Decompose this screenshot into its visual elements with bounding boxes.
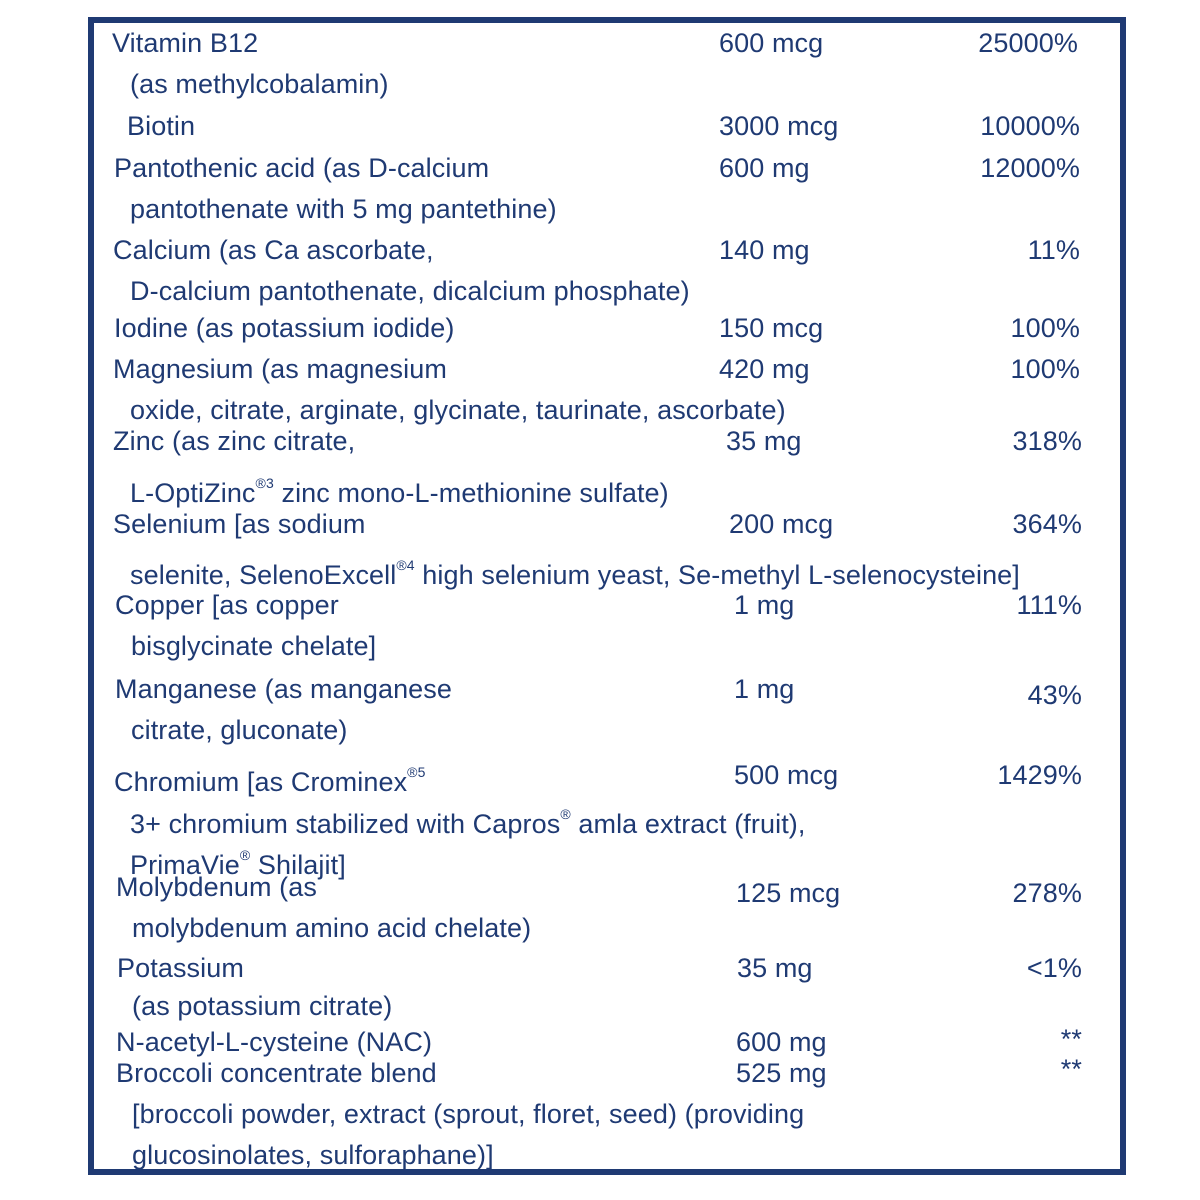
nutrient-name: Iodine (as potassium iodide) [114,313,455,343]
nutrient-name-detail: glucosinolates, sulforaphane)] [132,1140,494,1170]
nutrient-name: N-acetyl-L-cysteine (NAC) [116,1027,433,1057]
nutrient-amount: 35 mg [726,426,802,456]
registered-trademark-mark: ®5 [407,764,426,780]
nutrient-daily-value: 111% [1016,590,1082,620]
nutrient-daily-value: ** [1060,1024,1082,1054]
nutrient-name: Broccoli concentrate blend [116,1058,437,1088]
nutrient-amount: 600 mg [719,153,810,183]
nutrient-name: Pantothenic acid (as D-calcium [114,153,490,183]
nutrient-daily-value: ** [1060,1054,1082,1084]
nutrient-name-detail: citrate, gluconate) [131,715,348,745]
nutrient-name: Copper [as copper [115,590,339,620]
nutrient-daily-value: 100% [1010,313,1080,343]
nutrient-name: Selenium [as sodium [113,509,366,539]
registered-trademark-mark: ® [239,847,251,863]
nutrient-amount: 125 mcg [736,878,841,908]
nutrient-amount: 600 mcg [719,28,824,58]
nutrient-name-detail: 3+ chromium stabilized with Capros® amla extract (fruit), [130,806,806,839]
nutrient-amount: 150 mcg [719,313,824,343]
nutrient-daily-value: <1% [1026,953,1082,983]
nutrient-daily-value: 100% [1010,354,1080,384]
nutrient-name-detail: D-calcium pantothenate, dicalcium phosphate) [130,276,690,306]
nutrient-daily-value: 11% [1027,235,1080,265]
nutrient-name: Potassium [117,953,244,983]
nutrient-name-detail: pantothenate with 5 mg pantethine) [130,194,557,224]
nutrient-amount: 1 mg [734,674,795,704]
nutrient-name-detail: (as potassium citrate) [132,991,393,1021]
nutrient-name: Magnesium (as magnesium [113,354,447,384]
nutrient-daily-value: 25000% [978,28,1078,58]
nutrient-name-detail: selenite, SelenoExcell$^{®4}$ high selenium yeast, Se-methyl L-selenocysteine] [130,557,1020,590]
registered-trademark-mark: ®3 [255,475,274,491]
nutrient-name: Chromium [as Crominex$^{®5}$ [114,764,426,797]
nutrient-daily-value: 10000% [980,111,1080,141]
nutrient-amount: 200 mcg [729,509,834,539]
nutrient-name-detail: L-OptiZinc$^{®3}$ zinc mono-L-methionine sulfate) [130,475,669,508]
nutrient-daily-value: 1429% [997,760,1082,790]
nutrient-name-detail: PrimaVie® Shilajit] [130,847,346,880]
nutrient-daily-value: 318% [1012,426,1082,456]
nutrient-amount: 500 mcg [734,760,839,790]
nutrient-name: Biotin [127,111,196,141]
nutrient-name-detail: [broccoli powder, extract (sprout, floret, seed) (providing [132,1099,805,1129]
nutrient-amount: 525 mg [736,1058,827,1088]
nutrient-amount: 420 mg [719,354,810,384]
nutrient-name-detail: oxide, citrate, arginate, glycinate, taurinate, ascorbate) [130,395,786,425]
nutrient-name: Zinc (as zinc citrate, [113,426,356,456]
nutrient-amount: 600 mg [736,1027,827,1057]
nutrient-daily-value: 278% [1012,878,1082,908]
nutrient-daily-value: 364% [1012,509,1082,539]
registered-trademark-mark: ®4 [396,557,415,573]
nutrient-amount: 3000 mcg [719,111,839,141]
nutrient-name-detail: (as methylcobalamin) [130,69,389,99]
nutrient-amount: 1 mg [734,590,795,620]
nutrient-name: Molybdenum (as [116,872,317,902]
nutrient-name: Manganese (as manganese [115,674,453,704]
registered-trademark-mark: ® [560,806,571,822]
nutrient-amount: 140 mg [719,235,810,265]
nutrient-name-detail: bisglycinate chelate] [131,631,377,661]
nutrient-daily-value: 12000% [980,153,1080,183]
nutrient-name-detail: molybdenum amino acid chelate) [132,913,532,943]
nutrient-name: Vitamin B12 [112,28,259,58]
nutrient-name: Calcium (as Ca ascorbate, [113,235,434,265]
nutrient-daily-value: 43% [1027,680,1082,710]
nutrient-amount: 35 mg [737,953,813,983]
